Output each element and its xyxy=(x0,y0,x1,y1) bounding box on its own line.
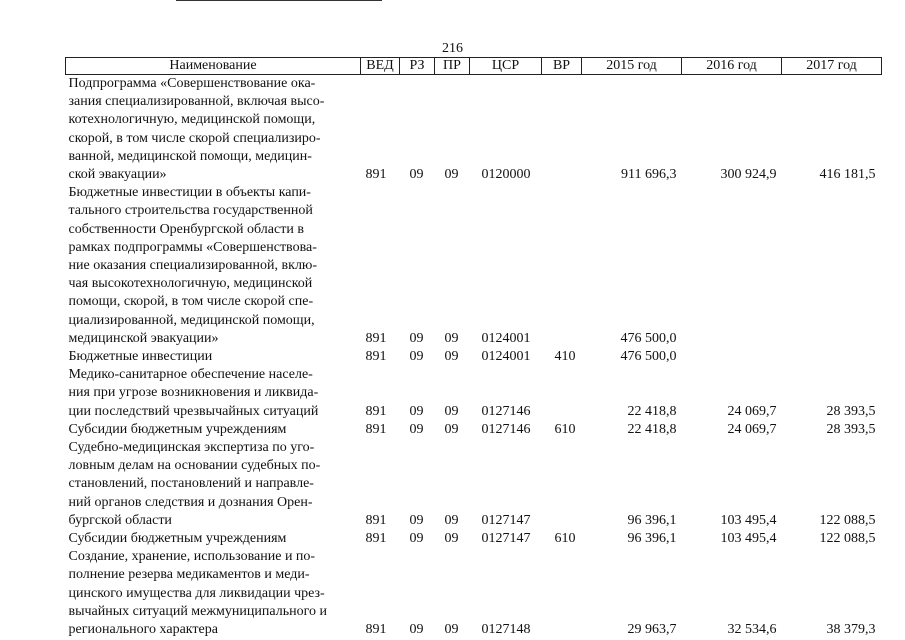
cell-y2015: 476 500,0 xyxy=(620,349,677,365)
cell-name: Бюджетные инвестиции в объекты капи- тального строительства государственной собственности Оренбургской области в рамках подпрограммы «Совершенствова- ние оказания специализированной, вклю- чая высокотехнологичную, медицинской помощи, скорой, в том числе скорой спе- циализированной, медицинской помощи, медицинской эвакуации» xyxy=(68,185,318,346)
header-2017: 2017 год xyxy=(782,58,882,75)
table-row xyxy=(66,439,882,530)
cell-vr xyxy=(542,75,582,185)
header-pr: ПР xyxy=(435,58,470,75)
table-row xyxy=(66,366,882,421)
cell-y2017: 28 393,5 xyxy=(826,403,876,419)
cell-csr: 0127146 xyxy=(481,421,531,437)
header-vr: ВР xyxy=(542,58,582,75)
table-row xyxy=(66,530,882,548)
cell-csr: 0120000 xyxy=(481,167,531,183)
cell-name: Субсидии бюджетным учреждениям xyxy=(68,531,287,547)
cell-rz: 09 xyxy=(409,512,424,528)
header-2015: 2015 год xyxy=(582,58,682,75)
cell-csr: 0127146 xyxy=(481,403,531,419)
cell-name: Создание, хранение, использование и по- полнение резерва медикаментов и меди- цинского имущества для ликвидации чрез- вычайных ситуаций межмуниципального и регионального характера xyxy=(68,549,327,638)
cell-vr: 410 xyxy=(554,349,576,365)
cell-pr: 09 xyxy=(444,349,459,365)
cell-y2015: 911 696,3 xyxy=(621,167,677,183)
cell-ved: 891 xyxy=(365,531,387,547)
cell-ved: 891 xyxy=(365,512,387,528)
cell-y2017: 122 088,5 xyxy=(819,512,876,528)
cell-y2015: 96 396,1 xyxy=(627,531,677,547)
cell-vr: 610 xyxy=(554,421,576,437)
cell-vr xyxy=(542,548,582,639)
cell-pr: 09 xyxy=(444,421,459,437)
cell-pr: 09 xyxy=(444,622,459,638)
header-csr: ЦСР xyxy=(470,58,542,75)
cell-y2017: 122 088,5 xyxy=(819,531,876,547)
cell-vr xyxy=(542,366,582,421)
budget-table xyxy=(65,57,882,639)
cell-y2015: 476 500,0 xyxy=(620,330,677,346)
cell-y2015: 29 963,7 xyxy=(627,622,677,638)
cell-rz: 09 xyxy=(409,167,424,183)
cell-y2016: 103 495,4 xyxy=(720,531,777,547)
cell-name: Судебно-медицинская экспертиза по уго- ловным делам на основании судебных по- становлений, постановлений и направле- ний органов следствия и дознания Орен- бургской области xyxy=(68,440,321,528)
cell-y2015: 22 418,8 xyxy=(627,403,677,419)
cell-y2016 xyxy=(682,184,782,348)
cell-y2016: 32 534,6 xyxy=(727,622,777,638)
cell-pr: 09 xyxy=(444,512,459,528)
cell-csr: 0127147 xyxy=(481,512,531,528)
cell-y2016: 24 069,7 xyxy=(727,421,777,437)
cell-pr: 09 xyxy=(444,330,459,346)
cell-rz: 09 xyxy=(409,330,424,346)
cell-y2015: 22 418,8 xyxy=(627,421,677,437)
cell-rz: 09 xyxy=(409,622,424,638)
cell-y2016 xyxy=(682,348,782,366)
cell-y2017 xyxy=(782,348,882,366)
cell-rz: 09 xyxy=(409,349,424,365)
header-name: Наименование xyxy=(66,58,361,75)
cell-name: Медико-санитарное обеспечение населе- ния при угрозе возникновения и ликвида- ции последствий чрезвычайных ситуаций xyxy=(68,367,319,419)
table-row xyxy=(66,184,882,348)
cell-name: Субсидии бюджетным учреждениям xyxy=(68,421,287,437)
cell-y2015: 96 396,1 xyxy=(627,512,677,528)
cell-y2017: 416 181,5 xyxy=(819,167,876,183)
cell-csr: 0124001 xyxy=(481,349,531,365)
cell-ved: 891 xyxy=(365,421,387,437)
cell-rz: 09 xyxy=(409,531,424,547)
table-row xyxy=(66,75,882,185)
cell-pr: 09 xyxy=(444,531,459,547)
cell-ved: 891 xyxy=(365,167,387,183)
cell-csr: 0124001 xyxy=(481,330,531,346)
cell-vr xyxy=(542,184,582,348)
cell-rz: 09 xyxy=(409,403,424,419)
cell-y2016: 24 069,7 xyxy=(727,403,777,419)
cell-vr xyxy=(542,439,582,530)
table-row xyxy=(66,348,882,366)
cell-pr: 09 xyxy=(444,403,459,419)
cell-csr: 0127148 xyxy=(481,622,531,638)
header-ved: ВЕД xyxy=(361,58,400,75)
table-header-row xyxy=(66,58,882,75)
cell-name: Подпрограмма «Совершенствование ока- зания специализированной, включая высо- котехнологичную, медицинской помощи, скорой, в том числе скорой специализиро- ванной, медицинской помощи, медицин- ской эвакуации» xyxy=(68,76,325,183)
top-rule xyxy=(176,0,382,1)
cell-y2017: 28 393,5 xyxy=(826,421,876,437)
cell-csr: 0127147 xyxy=(481,531,531,547)
cell-vr: 610 xyxy=(554,531,576,547)
cell-ved: 891 xyxy=(365,330,387,346)
table-row xyxy=(66,548,882,639)
cell-rz: 09 xyxy=(409,421,424,437)
header-rz: РЗ xyxy=(400,58,435,75)
cell-y2017: 38 379,3 xyxy=(826,622,876,638)
cell-y2016: 103 495,4 xyxy=(720,512,777,528)
page-number: 216 xyxy=(442,41,463,56)
cell-ved: 891 xyxy=(365,403,387,419)
table-row xyxy=(66,421,882,439)
cell-y2017 xyxy=(782,184,882,348)
cell-ved: 891 xyxy=(365,622,387,638)
cell-pr: 09 xyxy=(444,167,459,183)
cell-name: Бюджетные инвестиции xyxy=(68,349,213,365)
header-2016: 2016 год xyxy=(682,58,782,75)
cell-ved: 891 xyxy=(365,349,387,365)
cell-y2016: 300 924,9 xyxy=(720,167,777,183)
